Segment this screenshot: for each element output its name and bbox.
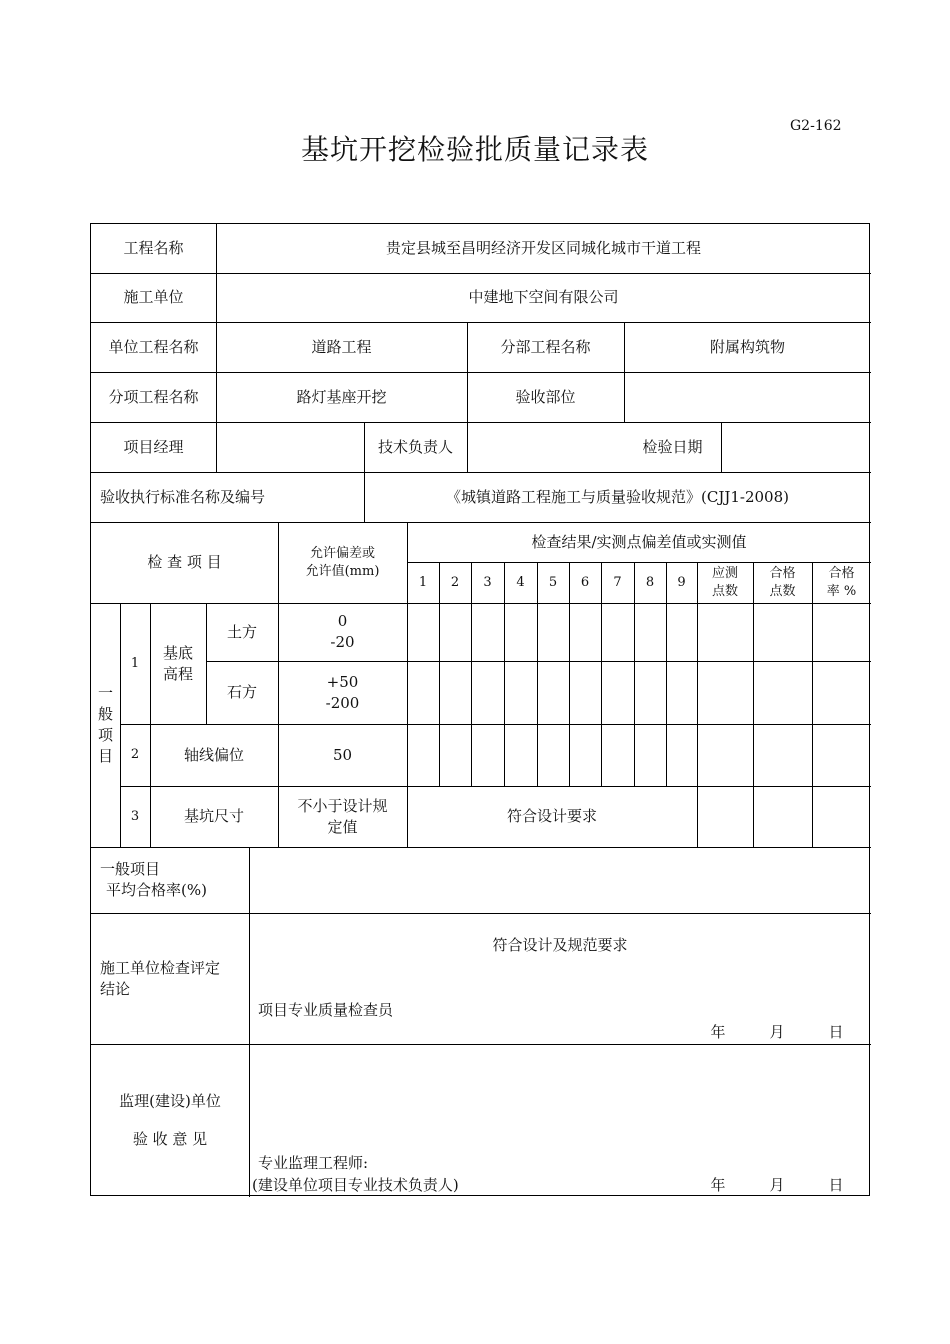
item2-tolerance: 50 xyxy=(332,745,353,764)
avg-label-line1: 一般项目 xyxy=(100,860,161,878)
points-to-measure-line1: 应测 xyxy=(711,565,738,581)
item-number: 2 xyxy=(130,747,140,763)
item3-result: 符合设计要求 xyxy=(506,807,597,825)
supervisor-engineer-line2: (建设单位项目专业技术负责人) xyxy=(252,1175,459,1194)
contractor-label: 施工单位 xyxy=(123,288,184,306)
subitem-label: 分项工程名称 xyxy=(108,387,199,406)
pass-points-line2: 点数 xyxy=(769,583,796,599)
pm-label: 项目经理 xyxy=(123,437,184,456)
contractor-eval-line2: 结论 xyxy=(100,979,131,998)
supervisor-engineer-line1: 专业监理工程师: xyxy=(258,1153,369,1172)
results-header: 检查结果/实测点偏差值或实测值 xyxy=(531,532,747,551)
item1-name-line2: 高程 xyxy=(162,664,193,683)
item-number: 3 xyxy=(130,808,140,824)
pass-rate-line2: 率 % xyxy=(826,583,857,599)
unit-project-value: 道路工程 xyxy=(311,337,372,356)
item1-name xyxy=(150,603,206,724)
supervisor-day: 日 xyxy=(828,1175,844,1194)
tech-lead-value[interactable] xyxy=(467,422,624,472)
acceptance-part-value[interactable] xyxy=(624,372,871,422)
contractor-year: 年 xyxy=(710,1022,726,1041)
item1a-tol-line1: 0 xyxy=(337,612,348,630)
avg-label-line2: 平均合格率(%) xyxy=(106,881,207,899)
point-number: 5 xyxy=(548,574,558,590)
form-code: G2-162 xyxy=(790,118,842,134)
row-divider xyxy=(91,1044,871,1045)
point-number: 8 xyxy=(645,574,655,590)
page-title: 基坑开挖检验批质量记录表 xyxy=(300,133,649,166)
project-name-value: 贵定县城至昌明经济开发区同城化城市干道工程 xyxy=(385,239,701,257)
point-number: 9 xyxy=(677,574,686,590)
item1b-subitem: 石方 xyxy=(226,683,257,701)
tolerance-header-line1: 允许偏差或 xyxy=(309,545,375,561)
acceptance-part-label: 验收部位 xyxy=(515,387,576,406)
unit-project-label: 单位工程名称 xyxy=(108,337,199,356)
item1b-tolerance xyxy=(278,661,407,724)
col-divider xyxy=(812,562,813,847)
group-char: 般 xyxy=(97,705,113,723)
record-table xyxy=(90,223,870,1196)
item1a-subitem: 土方 xyxy=(226,622,257,641)
division-label: 分部工程名称 xyxy=(500,337,591,356)
project-name-label: 工程名称 xyxy=(123,239,184,257)
point-number: 3 xyxy=(483,574,492,590)
supervisor-label-line2: 验 收 意 见 xyxy=(132,1129,208,1148)
contractor-month: 月 xyxy=(769,1022,785,1041)
point-number: 1 xyxy=(418,574,428,590)
item3-name: 基坑尺寸 xyxy=(183,807,244,825)
item-number: 1 xyxy=(130,655,140,671)
avg-pass-rate-label xyxy=(91,847,249,913)
inspector-label: 项目专业质量检查员 xyxy=(258,1000,394,1019)
item3-tol-line2: 定值 xyxy=(327,817,358,836)
pass-points-line1: 合格 xyxy=(769,565,796,581)
contractor-eval-text: 符合设计及规范要求 xyxy=(492,935,628,954)
tolerance-header-line2: 允许值(mm) xyxy=(305,563,380,579)
pm-value[interactable] xyxy=(216,422,364,472)
pass-rate-line1: 合格 xyxy=(828,565,855,581)
group-char: 一 xyxy=(97,684,113,702)
tolerance-header xyxy=(278,522,407,603)
point-number: 7 xyxy=(613,574,622,590)
contractor-value: 中建地下空间有限公司 xyxy=(468,288,619,306)
item1b-tol-line2: -200 xyxy=(325,693,360,712)
point-number: 4 xyxy=(516,574,525,590)
contractor-eval-label xyxy=(91,913,249,1044)
points-to-measure-header xyxy=(697,562,753,603)
pass-points-header xyxy=(753,562,812,603)
group-char: 目 xyxy=(97,747,113,765)
tech-lead-label: 技术负责人 xyxy=(377,437,453,456)
standard-label: 验收执行标准名称及编号 xyxy=(100,487,266,506)
point-number: 6 xyxy=(580,574,590,590)
pass-rate-header xyxy=(812,562,871,603)
subitem-value: 路灯基座开挖 xyxy=(296,387,387,406)
col-divider xyxy=(753,562,754,847)
point-number: 2 xyxy=(450,574,460,590)
col-divider xyxy=(697,562,698,847)
item3-tolerance xyxy=(278,786,407,847)
inspect-date-value[interactable] xyxy=(721,422,871,472)
check-items-header: 检 查 项 目 xyxy=(147,553,222,571)
supervisor-year: 年 xyxy=(710,1175,726,1194)
item3-tol-line1: 不小于设计规 xyxy=(297,796,388,815)
item1b-tol-line1: +50 xyxy=(326,672,359,691)
general-items-label xyxy=(91,603,120,847)
supervisor-month: 月 xyxy=(769,1175,785,1194)
item1a-tolerance xyxy=(278,603,407,661)
points-to-measure-line2: 点数 xyxy=(711,583,738,599)
contractor-eval-line1: 施工单位检查评定 xyxy=(100,958,221,977)
avg-pass-rate-value[interactable] xyxy=(249,847,871,913)
item1-name-line1: 基底 xyxy=(162,643,193,662)
item1a-tol-line2: -20 xyxy=(330,633,355,651)
inspect-date-label: 检验日期 xyxy=(642,437,703,456)
item2-name: 轴线偏位 xyxy=(183,745,244,764)
supervisor-label-line1: 监理(建设)单位 xyxy=(119,1091,221,1110)
standard-value: 《城镇道路工程施工与质量验收规范》(CJJ1-2008) xyxy=(446,487,789,506)
group-char: 项 xyxy=(97,726,113,744)
contractor-day: 日 xyxy=(828,1022,844,1041)
division-value: 附属构筑物 xyxy=(709,337,785,356)
